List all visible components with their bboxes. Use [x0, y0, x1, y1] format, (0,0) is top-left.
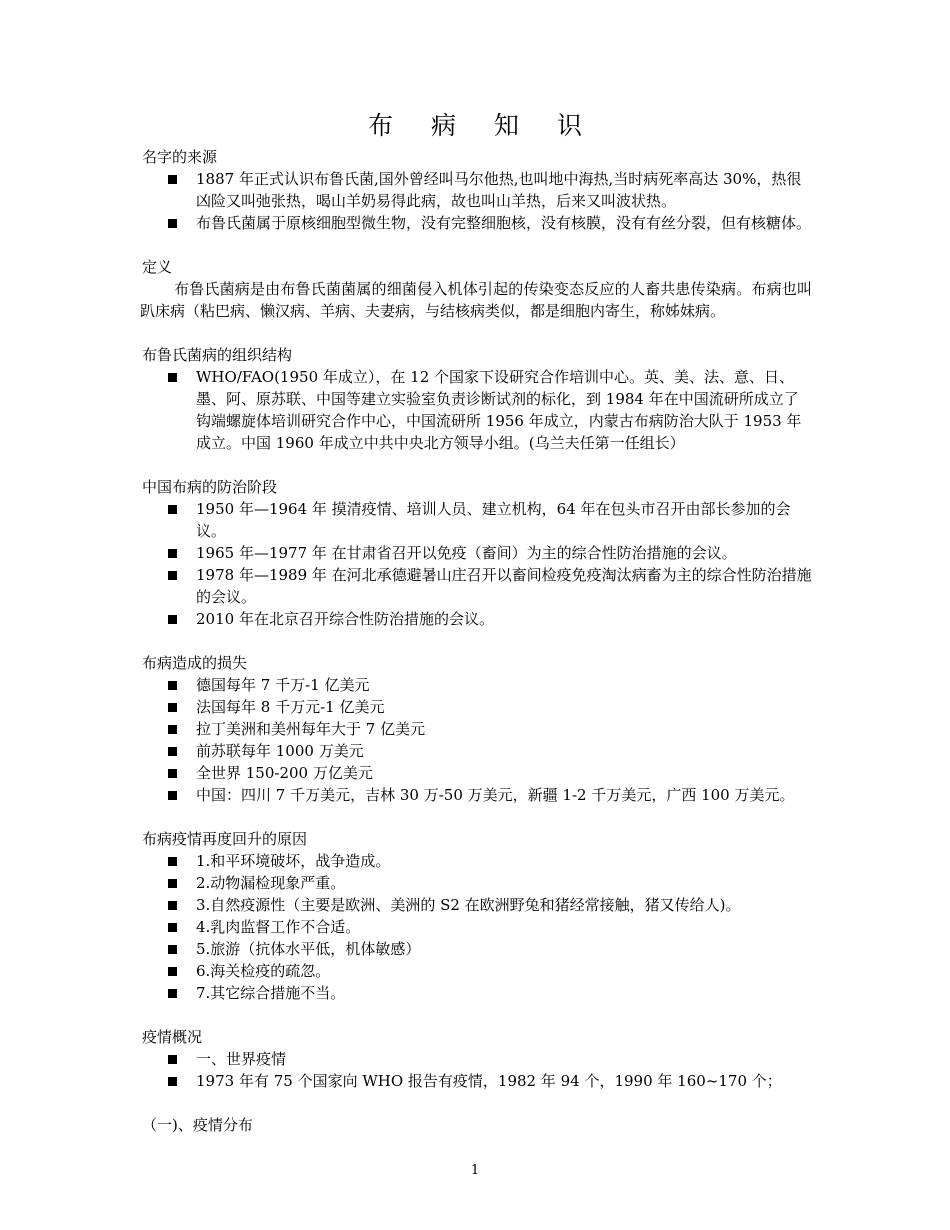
bullet-list	[140, 1048, 812, 1092]
section-losses	[140, 652, 812, 806]
square-bullet-icon	[168, 175, 177, 184]
list-item-text: 前苏联每年 1000 万美元	[196, 742, 364, 760]
list-item-text: 2010 年在北京召开综合性防治措施的会议。	[196, 610, 494, 628]
list-item	[140, 542, 812, 564]
page-number: 1	[470, 1163, 480, 1178]
list-item	[140, 982, 812, 1004]
section-definition	[140, 256, 812, 322]
square-bullet-icon	[168, 681, 177, 690]
list-item	[140, 784, 812, 806]
list-item-text: 6.海关检疫的疏忽。	[196, 962, 331, 980]
list-item	[140, 850, 812, 872]
list-item	[140, 608, 812, 630]
list-item	[140, 894, 812, 916]
list-item-text: 拉丁美洲和美州每年大于 7 亿美元	[196, 720, 426, 738]
section-name-origin	[140, 146, 812, 234]
square-bullet-icon	[168, 1055, 177, 1064]
list-item	[140, 366, 812, 454]
list-item	[140, 1070, 812, 1092]
list-item-text: 1978 年—1989 年 在河北承德避暑山庄召开以畜间检疫免疫淘汰病畜为主的综合性防治措施的会议。	[196, 566, 812, 606]
list-item	[140, 960, 812, 982]
list-item-text: 1965 年—1977 年 在甘肃省召开以免疫（畜间）为主的综合性防治措施的会议。	[196, 544, 737, 562]
bullet-list	[140, 366, 812, 454]
title-char: 识	[557, 111, 583, 140]
square-bullet-icon	[168, 219, 177, 228]
bullet-list	[140, 674, 812, 806]
list-item	[140, 740, 812, 762]
square-bullet-icon	[168, 901, 177, 910]
square-bullet-icon	[168, 747, 177, 756]
section-epidemic-distribution	[140, 1114, 812, 1136]
title-char: 布	[367, 111, 393, 140]
title-char: 病	[430, 111, 456, 140]
list-item-text: 德国每年 7 千万-1 亿美元	[196, 676, 370, 694]
document-body	[140, 146, 812, 1136]
list-item	[140, 938, 812, 960]
square-bullet-icon	[168, 615, 177, 624]
section-resurgence-reasons	[140, 828, 812, 1004]
square-bullet-icon	[168, 703, 177, 712]
section-heading: 疫情概况	[142, 1028, 203, 1046]
list-item	[140, 872, 812, 894]
document-title	[0, 106, 950, 142]
list-item-text: 1.和平环境破坏，战争造成。	[196, 852, 391, 870]
square-bullet-icon	[168, 549, 177, 558]
section-epidemic-overview	[140, 1026, 812, 1092]
list-item-text: 7.其它综合措施不当。	[196, 984, 346, 1002]
square-bullet-icon	[168, 769, 177, 778]
list-item	[140, 762, 812, 784]
list-item-text: 1950 年—1964 年 摸清疫情、培训人员、建立机构，64 年在包头市召开由部长参加的会议。	[196, 500, 791, 540]
section-heading: 中国布病的防治阶段	[142, 478, 278, 496]
bullet-list	[140, 850, 812, 1004]
list-item	[140, 674, 812, 696]
square-bullet-icon	[168, 791, 177, 800]
list-item-text: 全世界 150-200 万亿美元	[196, 764, 373, 782]
list-item-text: 4.乳肉监督工作不合适。	[196, 918, 361, 936]
list-item-text: 1887 年正式认识布鲁氏菌,国外曾经叫马尔他热,也叫地中海热,当时病死率高达 30%，热很凶险又叫弛张热，喝山羊奶易得此病，故也叫山羊热，后来又叫波状热。	[196, 170, 802, 210]
square-bullet-icon	[168, 879, 177, 888]
list-item	[140, 916, 812, 938]
list-item-text: 中国：四川 7 千万美元，吉林 30 万-50 万美元，新疆 1-2 千万美元，广西 100 万美元。	[196, 786, 795, 804]
definition-paragraph: 布鲁氏菌病是由布鲁氏菌菌属的细菌侵入机体引起的传染变态反应的人畜共患传染病。布病也叫趴床病（粘巴病、懒汉病、羊病、夫妻病，与结核病类似，都是细胞内寄生，称姊妹病。	[140, 280, 812, 320]
list-item-text: 1973 年有 75 个国家向 WHO 报告有疫情，1982 年 94 个，1990 年 160~170 个；	[196, 1072, 782, 1090]
section-heading: 定义	[142, 258, 173, 276]
square-bullet-icon	[168, 373, 177, 382]
list-item-text: 2.动物漏检现象严重。	[196, 874, 346, 892]
square-bullet-icon	[168, 857, 177, 866]
section-organization	[140, 344, 812, 454]
bullet-list	[140, 498, 812, 630]
square-bullet-icon	[168, 923, 177, 932]
section-china-stages	[140, 476, 812, 630]
square-bullet-icon	[168, 571, 177, 580]
list-item-text: 3.自然疫源性（主要是欧洲、美洲的 S2 在欧洲野兔和猪经常接触，猪又传给人)。	[196, 896, 741, 914]
list-item-text: 5.旅游（抗体水平低，机体敏感）	[196, 940, 421, 958]
section-heading: 布鲁氏菌病的组织结构	[142, 346, 293, 364]
section-heading: （一)、疫情分布	[142, 1116, 253, 1134]
square-bullet-icon	[168, 989, 177, 998]
list-item	[140, 696, 812, 718]
square-bullet-icon	[168, 967, 177, 976]
list-item	[140, 564, 812, 608]
square-bullet-icon	[168, 505, 177, 514]
square-bullet-icon	[168, 1077, 177, 1086]
list-item-text: 一、世界疫情	[196, 1050, 287, 1068]
section-heading: 名字的来源	[142, 148, 218, 166]
list-item-text: WHO/FAO(1950 年成立），在 12 个国家下设研究合作培训中心。英、美、法、意、日、墨、阿、原苏联、中国等建立实验室负责诊断试剂的标化，到 1984 年在中国流研所成立了钩端螺旋体培训研究合作中心，中国流研所 1956 年成立，内蒙古布病防治大队于 1953 年成立。中国 1960 年成立中共中央北方领导小组。(乌兰夫任第一任组长）	[196, 368, 802, 452]
list-item	[140, 168, 812, 212]
list-item	[140, 718, 812, 740]
list-item-text: 布鲁氏菌属于原核细胞型微生物，没有完整细胞核，没有核膜，没有有丝分裂，但有核糖体。	[196, 214, 812, 232]
bullet-list	[140, 168, 812, 234]
list-item	[140, 498, 812, 542]
list-item-text: 法国每年 8 千万元-1 亿美元	[196, 698, 385, 716]
square-bullet-icon	[168, 945, 177, 954]
list-item	[140, 212, 812, 234]
section-heading: 布病疫情再度回升的原因	[142, 830, 308, 848]
title-char: 知	[494, 111, 520, 140]
list-item	[140, 1048, 812, 1070]
square-bullet-icon	[168, 725, 177, 734]
section-heading: 布病造成的损失	[142, 654, 248, 672]
